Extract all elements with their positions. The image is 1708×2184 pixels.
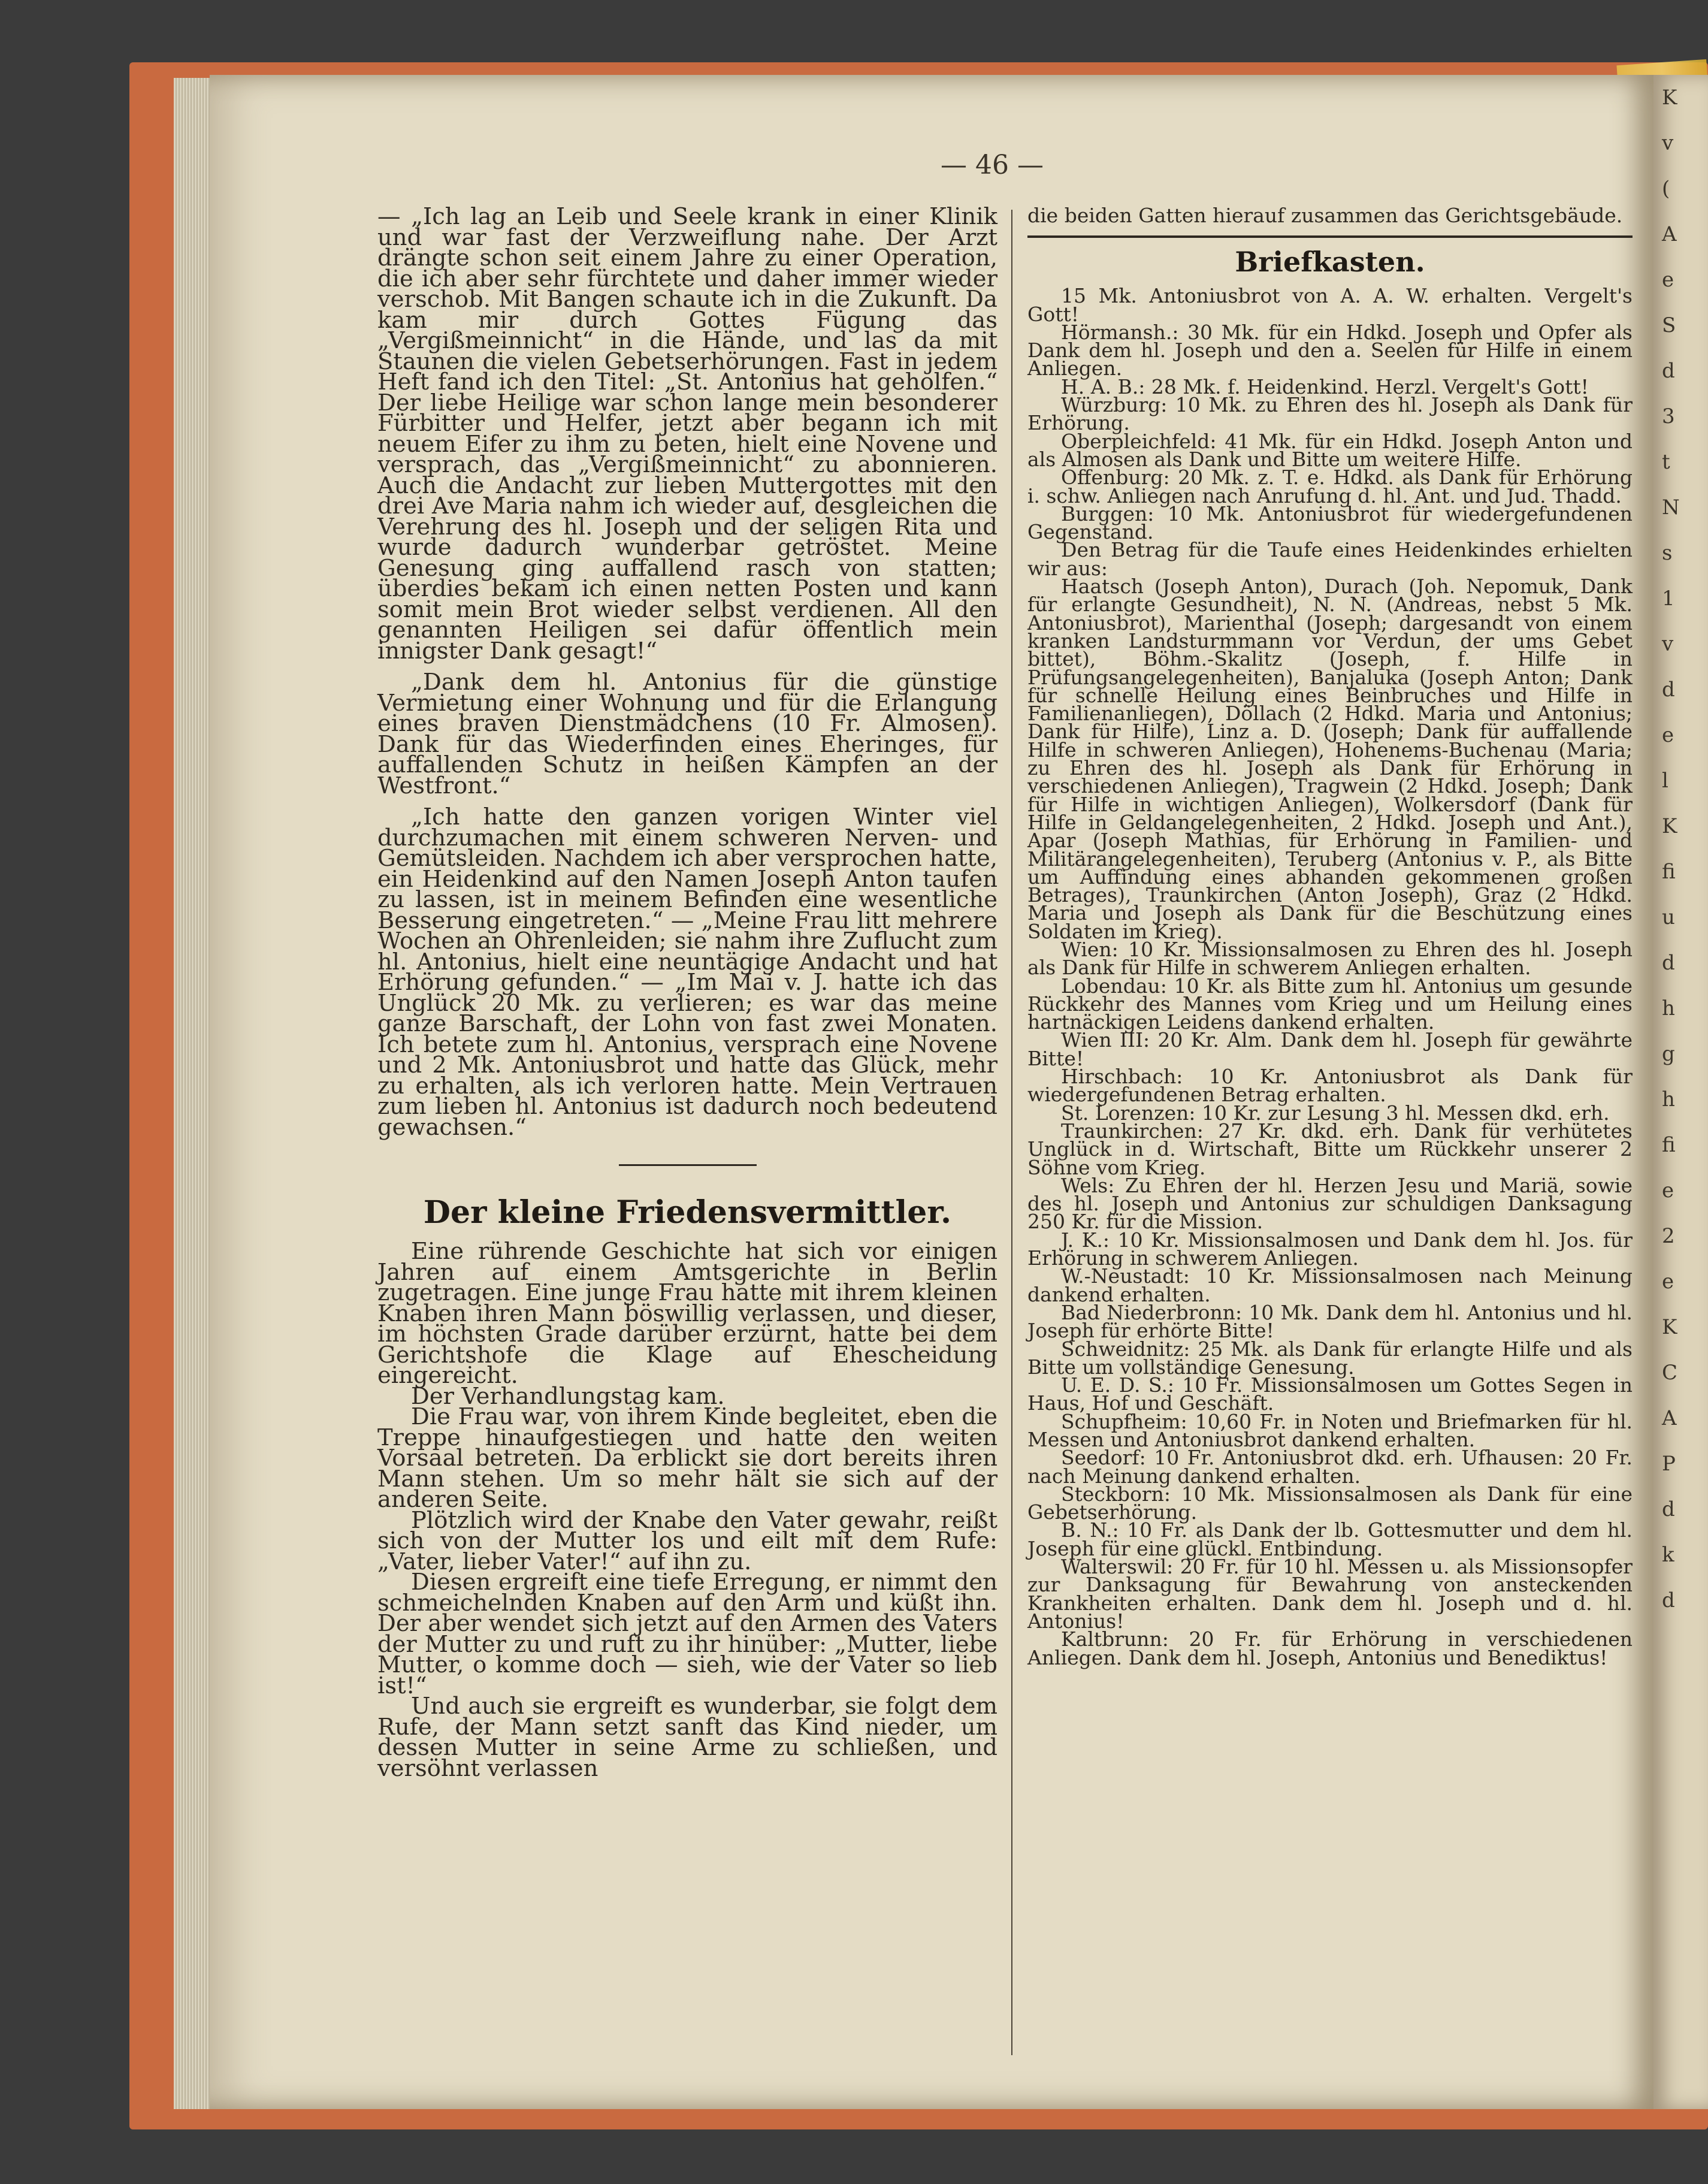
briefkasten-entry: J. K.: 10 Kr. Missionsalmosen und Dank dem hl. Jos. für Erhörung in schwerem Anliegen. <box>1027 1228 1633 1270</box>
next-page-fragment: A <box>1662 222 1677 246</box>
briefkasten-entry: Walterswil: 20 Fr. für 10 hl. Messen u. als Missionsopfer zur Danksagung für Bewahrung von ansteckenden Krankheiten erhalten. Dank dem hl. Joseph und d. hl. Antonius! <box>1027 1555 1633 1633</box>
left-column <box>377 203 997 1782</box>
briefkasten-heading: Briefkasten. <box>1235 246 1425 279</box>
briefkasten-entry: Oberpleichfeld: 41 Mk. für ein Hdkd. Joseph Anton und als Almosen als Dank und Bitte um weitere Hilfe. <box>1027 429 1633 471</box>
next-page-fragment: 2 <box>1662 1224 1675 1248</box>
briefkasten-entry: Seedorf: 10 Fr. Antoniusbrot dkd. erh. Ufhausen: 20 Fr. nach Meinung dankend erhalten. <box>1027 1446 1633 1488</box>
briefkasten-entry: Hörmansh.: 30 Mk. für ein Hdkd. Joseph und Opfer als Dank dem hl. Joseph und den a. Seelen für Hilfe in einem Anliegen. <box>1027 320 1633 380</box>
briefkasten-entry: Burggen: 10 Mk. Antoniusbrot für wiedergefundenen Gegenstand. <box>1027 502 1633 544</box>
next-page-fragment: d <box>1662 678 1675 702</box>
section-divider <box>619 1164 757 1166</box>
next-page-fragment: s <box>1662 541 1673 565</box>
briefkasten-entry: Kaltbrunn: 20 Fr. für Erhörung in verschiedenen Anliegen. Dank dem hl. Joseph, Antonius und Benediktus! <box>1027 1627 1633 1669</box>
page-number: — 46 — <box>941 150 1044 180</box>
next-page-fragment: C <box>1662 1361 1678 1385</box>
next-page-fragment: K <box>1662 86 1677 110</box>
paragraph: „Dank dem hl. Antonius für die günstige Vermietung einer Wohnung und für die Erlangung eines braven Dienstmädchens (10 Fr. Almosen). Dank für das Wiederfinden eines Eheringes, für auffallenden Schutz in heißen Kämpfen an der Westfront.“ <box>377 669 997 799</box>
briefkasten-entry: Wels: Zu Ehren der hl. Herzen Jesu und Mariä, sowie des hl. Joseph und Antonius zur schuldigen Danksagung 250 Kr. für die Mission. <box>1027 1173 1633 1234</box>
next-page-fragment: e <box>1662 268 1674 292</box>
next-page-fragment: g <box>1662 1042 1675 1066</box>
briefkasten-entry: Haatsch (Joseph Anton), Durach (Joh. Nepomuk, Dank für erlangte Gesundheit), N. N. (Andreas, nebst 5 Mk. Antoniusbrot), Marienthal (Joseph; dargesandt von einem kranken Landsturmmann vor Verdun, der ums Gebet bittet), Böhm.-Skalitz (Joseph, f. Hilfe in Prüfungsangelegenheiten), Banjaluka (Joseph Anton; Dank für schnelle Heilung eines Beinbruches und Hilfe in Familienanliegen), Döllach (2 Hdkd. Maria und Antonius; Dank für Hilfe), Linz a. D. (Joseph; Dank für auffallende Hilfe in schweren Anliegen), Hohenems-Buchenau (Maria; zu Ehren des hl. Joseph als Dank für Erhörung in verschiedenen Anliegen), Tragwein (2 Hdkd. Joseph; Dank für Hilfe in wichtigen Anliegen), Wolkersdorf (Dank für Hilfe in Geldangelegenheiten, 2 Hdkd. Joseph und Ant.), Apar (Joseph Mathias, für Erhörung in Familien- und Militärangelegenheiten), Teruberg (Antonius v. P., als Bitte um Auffindung eines abhanden gekommenen großen Betrages), Traunkirchen (Anton Joseph), Graz (2 Hdkd. Maria und Joseph als Dank für die Beschützung eines Soldaten im Krieg). <box>1027 575 1633 943</box>
briefkasten-entry: Lobendau: 10 Kr. als Bitte zum hl. Antonius um gesunde Rückkehr des Mannes vom Krieg und um Heilung eines hartnäckigen Leidens dankend erhalten. <box>1027 974 1633 1034</box>
paragraph: Diesen ergreift eine tiefe Erregung, er nimmt den schmeichelnden Knaben auf den Arm und küßt ihn. Der aber wendet sich jetzt auf den Armen des Vaters der Mutter zu und ruft zu ihr hinüber: „Mutter, liebe Mutter, o komme doch — sieh, wie der Vater so lieb ist!“ <box>377 1569 997 1699</box>
briefkasten-entry: Bad Niederbronn: 10 Mk. Dank dem hl. Antonius und hl. Joseph für erhörte Bitte! <box>1027 1300 1633 1343</box>
briefkasten-entry: 15 Mk. Antoniusbrot von A. A. W. erhalten. Vergelt's Gott! <box>1027 284 1633 326</box>
briefkasten-entry: Würzburg: 10 Mk. zu Ehren des hl. Joseph als Dank für Erhörung. <box>1027 393 1633 435</box>
paragraph: Und auch sie ergreift es wunderbar, sie folgt dem Rufe, der Mann setzt sanft das Kind nieder, um dessen Mutter in seine Arme zu schließen, und versöhnt verlassen <box>377 1693 997 1782</box>
next-page-fragment: K <box>1662 814 1677 838</box>
next-page-fragment: 3 <box>1662 404 1675 428</box>
next-page-fragment: e <box>1662 1270 1674 1294</box>
briefkasten-entry: Traunkirchen: 27 Kr. dkd. erh. Dank für verhütetes Unglück in d. Wirtschaft, Bitte um Rückkehr unserer 2 Söhne vom Krieg. <box>1027 1119 1633 1179</box>
next-page-fragment: fi <box>1662 860 1676 884</box>
next-page-fragment: d <box>1662 359 1675 383</box>
next-page-edge <box>1653 75 1708 2109</box>
next-page-fragment: fi <box>1662 1133 1676 1157</box>
next-page-fragment: A <box>1662 1406 1677 1430</box>
column-divider <box>1011 210 1012 2055</box>
next-page-fragment: S <box>1662 313 1676 337</box>
briefkasten-entry: St. Lorenzen: 10 Kr. zur Lesung 3 hl. Messen dkd. erh. <box>1061 1101 1610 1125</box>
next-page-fragment: v <box>1662 632 1674 656</box>
next-page-fragment: k <box>1662 1543 1674 1567</box>
briefkasten-entry: Offenburg: 20 Mk. z. T. e. Hdkd. als Dank für Erhörung i. schw. Anliegen nach Anrufung d. hl. Ant. und Jud. Thadd. <box>1027 466 1633 508</box>
next-page-fragment: ( <box>1662 177 1670 201</box>
paragraph: Plötzlich wird der Knabe den Vater gewahr, reißt sich von der Mutter los und eilt mit dem Rufe: „Vater, lieber Vater!“ auf ihn zu. <box>377 1506 997 1575</box>
briefkasten-entry: Den Betrag für die Taufe eines Heidenkindes erhielten wir aus: <box>1027 538 1633 580</box>
next-page-fragment: P <box>1662 1452 1676 1476</box>
next-page-fragment: d <box>1662 1497 1675 1521</box>
next-page-fragment: l <box>1662 769 1668 793</box>
next-page-fragment: t <box>1662 450 1670 474</box>
paragraph: Die Frau war, von ihrem Kinde begleitet, eben die Treppe hinaufgestiegen und hatte den weiten Vorsaal betreten. Da erblickt sie dort bereits ihren Mann stehen. Um so mehr hält sie sich auf der anderen Seite. <box>377 1403 997 1513</box>
next-page-fragment: d <box>1662 1588 1675 1612</box>
next-page-fragments <box>1653 75 1708 1623</box>
next-page-fragment: e <box>1662 723 1674 747</box>
article-heading: Der kleine Friedensvermittler. <box>423 1194 952 1231</box>
next-page-fragment: h <box>1662 1088 1675 1111</box>
briefkasten-entries <box>1027 284 1633 1669</box>
section-rule <box>1027 235 1633 238</box>
next-page-fragment: e <box>1662 1179 1674 1203</box>
briefkasten-entry: Hirschbach: 10 Kr. Antoniusbrot als Dank für wiedergefundenen Betrag erhalten. <box>1027 1065 1633 1107</box>
paragraph: Der Verhandlungstag kam. <box>411 1382 725 1410</box>
briefkasten-entry: Schweidnitz: 25 Mk. als Dank für erlangte Hilfe und als Bitte um vollständige Genesung. <box>1027 1337 1633 1379</box>
briefkasten-entry: W.-Neustadt: 10 Kr. Missionsalmosen nach Meinung dankend erhalten. <box>1027 1264 1633 1306</box>
paragraph: Eine rührende Geschichte hat sich vor einigen Jahren auf einem Amtsgerichte in Berlin zugetragen. Eine junge Frau hatte mit ihrem kleinen Knaben ihren Mann böswillig verlassen, und dieser, im höchsten Grade darüber erzürnt, hatte bei dem Gerichtshofe die Klage auf Ehescheidung eingereicht. <box>377 1238 997 1389</box>
paragraph: „Ich hatte den ganzen vorigen Winter viel durchzumachen mit einem schweren Nerven- und Gemütsleiden. Nachdem ich aber versprochen hatte, ein Heidenkind auf den Namen Joseph Anton taufen zu lassen, ist in meinem Befinden eine wesentliche Besserung eingetreten.“ — „Meine Frau litt mehrere Wochen an Ohrenleiden; sie nahm ihre Zuflucht zum hl. Antonius, hielt eine neuntägige Andacht und hat Erhörung gefunden.“ — „Im Mai v. J. hatte ich das Unglück 20 Mk. zu verlieren; es war das meine ganze Barschaft, der Lohn von fast zwei Monaten. Ich betete zum hl. Antonius, versprach eine Novene und 2 Mk. Antoniusbrot und hatte das Glück, mehr zu erhalten, als ich verloren hatte. Mein Vertrauen zum lieben hl. Antonius ist dadurch noch bedeutend gewachsen.“ <box>377 803 997 1141</box>
briefkasten-entry: B. N.: 10 Fr. als Dank der lb. Gottesmutter und dem hl. Joseph für eine glückl. Entbindung. <box>1027 1518 1633 1560</box>
briefkasten-entry: Steckborn: 10 Mk. Missionsalmosen als Dank für eine Gebetserhörung. <box>1027 1482 1633 1524</box>
briefkasten-entry: H. A. B.: 28 Mk. f. Heidenkind. Herzl. Vergelt's Gott! <box>1061 374 1589 398</box>
paragraph: — „Ich lag an Leib und Seele krank in einer Klinik und war fast der Verzweiflung nahe. Der Arzt drängte schon seit einem Jahre zu einer Operation, die ich aber sehr fürchtete und daher immer wieder verschob. Mit Bangen schaute ich in die Zukunft. Da kam mir durch Gottes Fügung das „Vergißmeinnicht“ in die Hände, und las da mit Staunen die vielen Gebetserhörungen. Fast in jedem Heft fand ich den Titel: „St. Antonius hat geholfen.“ Der liebe Heilige war schon lange mein besonderer Fürbitter und Helfer, jetzt aber begann ich mit neuem Eifer zu ihm zu beten, hielt eine Novene und versprach, das „Vergißmeinnicht“ zu abonnieren. Auch die Andacht zur lieben Muttergottes mit den drei Ave Maria nahm ich wieder auf, desgleichen die Verehrung des hl. Joseph und der seligen Rita und wurde dadurch wunderbar getröstet. Meine Genesung ging auffallend rasch von statten; überdies bekam ich einen netten Posten und kann somit mein Brot wieder selbst verdienen. All den genannten Heiligen sei dafür öffentlich mein innigster Dank gesagt!“ <box>377 203 997 664</box>
right-column <box>1027 204 1633 1669</box>
next-page-fragment: N <box>1662 496 1680 519</box>
next-page-fragment: K <box>1662 1315 1677 1339</box>
next-page-fragment: v <box>1662 131 1674 155</box>
briefkasten-entry: U. E. D. S.: 10 Fr. Missionsalmosen um Gottes Segen in Haus, Hof und Geschäft. <box>1027 1373 1633 1415</box>
next-page-fragment: u <box>1662 905 1675 929</box>
briefkasten-entry: Wien III: 20 Kr. Alm. Dank dem hl. Joseph für gewährte Bitte! <box>1027 1028 1633 1070</box>
next-page-fragment: h <box>1662 996 1675 1020</box>
next-page-fragment: 1 <box>1662 587 1675 611</box>
next-page-fragment: d <box>1662 951 1675 975</box>
briefkasten-entry: Wien: 10 Kr. Missionsalmosen zu Ehren des hl. Joseph als Dank für Hilfe in schwerem Anliegen erhalten. <box>1027 937 1633 980</box>
continued-text: die beiden Gatten hierauf zusammen das Gerichtsgebäude. <box>1027 204 1623 227</box>
briefkasten-entry: Schupfheim: 10,60 Fr. in Noten und Briefmarken für hl. Messen und Antoniusbrot dankend erhalten. <box>1027 1409 1633 1451</box>
